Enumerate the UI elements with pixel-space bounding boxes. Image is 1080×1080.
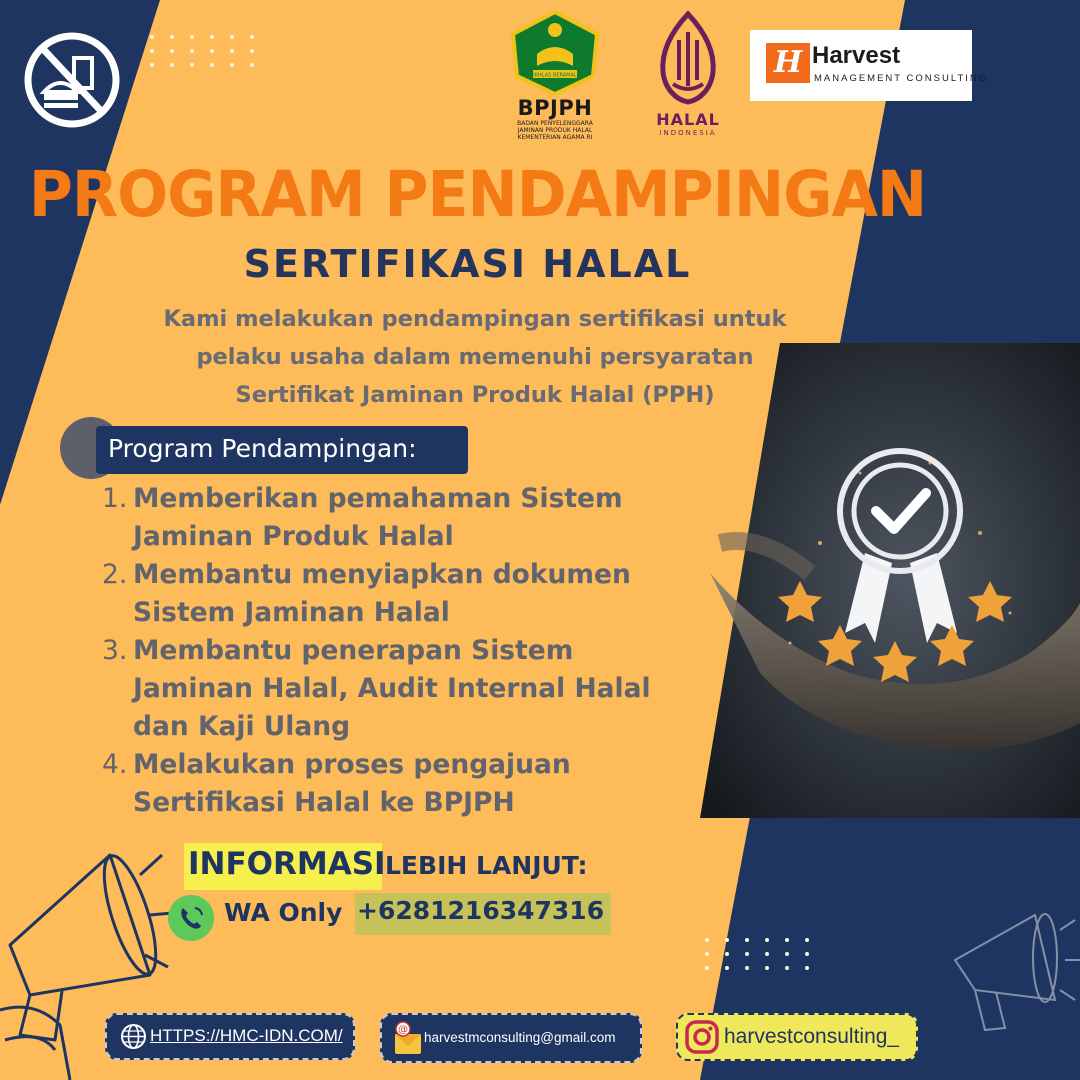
page-subtitle: SERTIFIKASI HALAL <box>243 242 692 286</box>
dot-pattern-bottom <box>705 938 815 970</box>
list-item-text: Membantu penerapan Sistem Jaminan Halal, Audit Internal Halal dan Kaji Ulang <box>133 635 651 742</box>
list-item <box>102 480 702 556</box>
instagram-handle[interactable]: harvestconsulting_ <box>724 1025 900 1048</box>
website-link[interactable]: HTTPS://HMC-IDN.COM/ <box>150 1026 343 1045</box>
page-title: PROGRAM PENDAMPINGAN <box>28 158 927 232</box>
list-item-number: 2. <box>102 559 128 590</box>
list-item-number: 3. <box>102 635 128 666</box>
halal-name: HALAL <box>656 110 720 129</box>
info-rest-text: LEBIH LANJUT: <box>385 851 588 880</box>
intro-line: pelaku usaha dalam memenuhi persyaratan <box>196 344 754 370</box>
halal-subtitle: INDONESIA <box>659 129 717 137</box>
list-item-number: 1. <box>102 483 128 514</box>
list-item <box>102 746 702 822</box>
list-item-number: 4. <box>102 749 128 780</box>
instagram-icon <box>684 1019 720 1055</box>
svg-text:@: @ <box>398 1024 408 1036</box>
bpjph-logo <box>505 10 605 140</box>
harvest-name: Harvest <box>812 42 901 69</box>
svg-text:IKHLAS BERAMAL: IKHLAS BERAMAL <box>533 72 577 79</box>
whatsapp-phone-icon[interactable] <box>168 895 214 941</box>
halal-gunungan-icon <box>653 10 723 106</box>
info-highlight-text: INFORMASI <box>188 846 386 882</box>
program-list <box>102 480 702 822</box>
bpjph-subtitle: BADAN PENYELENGGARA JAMINAN PRODUK HALAL KEMENTERIAN AGAMA RI <box>517 120 593 141</box>
harvest-logo-mark: H <box>766 43 810 83</box>
certificate-hand-photo <box>700 343 1080 818</box>
email-icon <box>393 1020 423 1056</box>
no-food-icon <box>22 30 122 130</box>
email-address[interactable]: harvestmconsulting@gmail.com <box>424 1030 616 1045</box>
kemenag-emblem-icon <box>507 10 603 96</box>
bpjph-name: BPJPH <box>517 96 593 120</box>
list-item-text: Melakukan proses pengajuan Sertifikasi Halal ke BPJPH <box>133 749 571 818</box>
list-item-text: Memberikan pemahaman Sistem Jaminan Produk Halal <box>133 483 623 552</box>
intro-line: Sertifikat Jaminan Produk Halal (PPH) <box>235 382 715 408</box>
program-label: Program Pendampingan: <box>96 426 468 474</box>
halal-indonesia-logo <box>648 10 728 140</box>
phone-number[interactable]: +6281216347316 <box>357 896 605 925</box>
dot-pattern-top <box>150 35 260 67</box>
wa-label: WA Only <box>224 898 343 927</box>
globe-icon <box>120 1023 147 1050</box>
list-item-text: Membantu menyiapkan dokumen Sistem Jaminan Halal <box>133 559 631 628</box>
intro-line: Kami melakukan pendampingan sertifikasi untuk <box>163 306 787 332</box>
list-item <box>102 556 702 632</box>
list-item <box>102 632 702 746</box>
harvest-subtitle: MANAGEMENT CONSULTING <box>814 73 989 84</box>
